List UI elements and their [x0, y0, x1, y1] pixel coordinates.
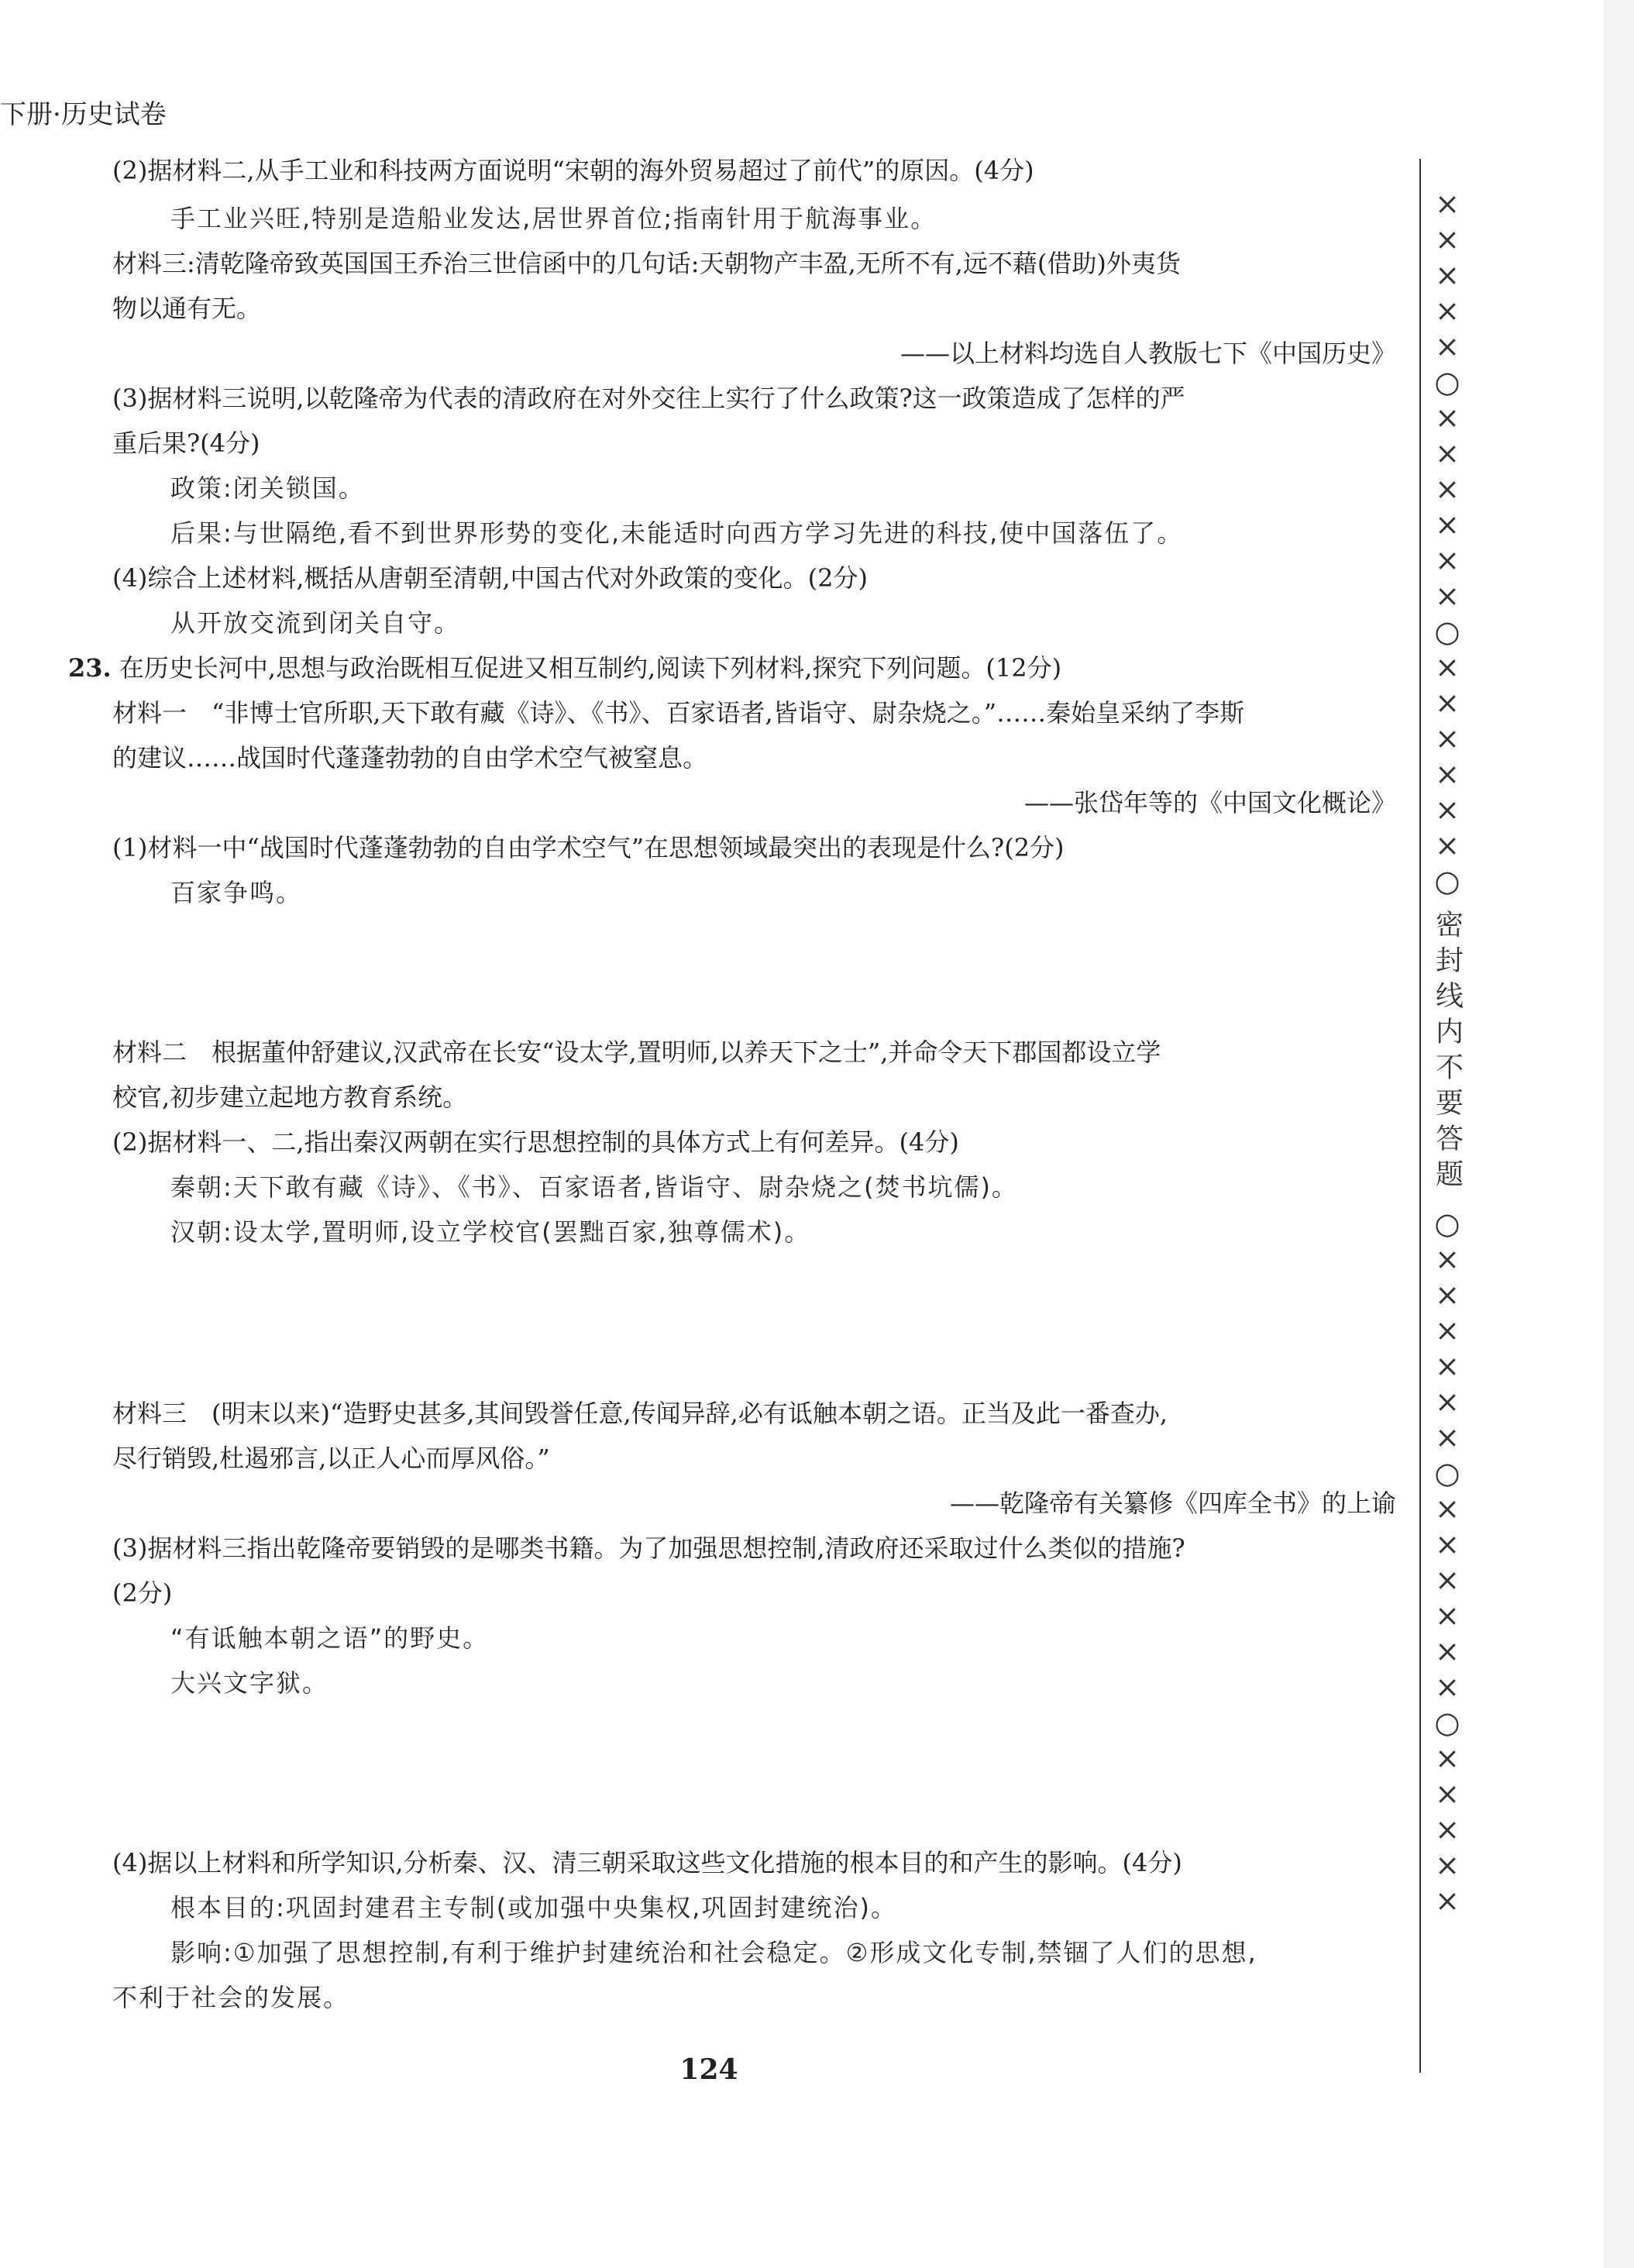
answer-23-4-impact-line-1: 影响:①加强了思想控制,有利于维护封建统治和社会稳定。②形成文化专制,禁锢了人们的思想,: [170, 1938, 1257, 1967]
question-23-number: 23.: [68, 653, 112, 683]
material-2-line-2: 校官,初步建立起地方教育系统。: [112, 1082, 468, 1112]
question-23-heading: [68, 652, 1061, 683]
seal-marks-bottom: ○ × × × × × × ○ × × × × × × ○ × × × × ×: [1434, 1206, 1460, 1918]
material-3-line-2: 物以通有无。: [112, 294, 262, 323]
material-2-line-1: 材料二 根据董仲舒建议,汉武帝在长安“设太学,置明师,以养天下之士”,并命令天下郡国都设立学: [112, 1038, 1161, 1067]
material-1-source: ——张岱年等的《中国文化概论》: [1023, 788, 1396, 817]
question-23-2: (2)据材料一、二,指出秦汉两朝在实行思想控制的具体方式上有何差异。(4分): [112, 1127, 959, 1157]
question-23-3-line-1: (3)据材料三指出乾隆帝要销毁的是哪类书籍。为了加强思想控制,清政府还采取过什么类似的措施?: [112, 1533, 1185, 1563]
answer-22-3-consequence: 后果:与世隔绝,看不到世界形势的变化,未能适时向西方学习先进的科技,使中国落伍了。: [170, 518, 1184, 548]
seal-line: [1419, 159, 1421, 2073]
page-number: 124: [679, 2053, 738, 2086]
question-22-3-line-2: 重后果?(4分): [112, 428, 260, 458]
material-3b-line-2: 尽行销毁,杜遏邪言,以正人心而厚风俗。”: [112, 1444, 550, 1473]
material-3b-line-1: 材料三 (明末以来)“造野史甚多,其间毁誉任意,传闻异辞,必有诋触本朝之语。正当及此一番查办,: [112, 1399, 1168, 1428]
question-22-2: (2)据材料二,从手工业和科技两方面说明“宋朝的海外贸易超过了前代”的原因。(4分): [112, 156, 1034, 185]
seal-marks-top: × × × × × ○ × × × × × × ○ × × × × × × ○: [1434, 187, 1460, 898]
question-23-4: (4)据以上材料和所学知识,分析秦、汉、清三朝采取这些文化措施的根本目的和产生的影响。(4分): [112, 1848, 1182, 1877]
material-1-line-2: 的建议……战国时代蓬蓬勃勃的自由学术空气被窒息。: [112, 743, 708, 773]
answer-23-3-measure: 大兴文字狱。: [170, 1668, 329, 1698]
question-22-4: (4)综合上述材料,概括从唐朝至清朝,中国古代对外政策的变化。(2分): [112, 563, 869, 593]
question-23-3-line-2: (2分): [112, 1578, 173, 1608]
question-22-3-line-1: (3)据材料三说明,以乾隆帝为代表的清政府在对外交往上实行了什么政策?这一政策造成了怎样的严: [112, 384, 1185, 413]
answer-22-3-policy: 政策:闭关锁国。: [170, 473, 365, 503]
answer-23-2-qin: 秦朝:天下敢有藏《诗》、《书》、百家语者,皆诣守、尉杂烧之(焚书坑儒)。: [170, 1172, 1018, 1202]
answer-22-4: 从开放交流到闭关自守。: [170, 608, 461, 638]
answer-23-2-han: 汉朝:设太学,置明师,设立学校官(罢黜百家,独尊儒术)。: [170, 1217, 811, 1247]
answer-23-4-purpose: 根本目的:巩固封建君主专制(或加强中央集权,巩固封建统治)。: [170, 1893, 897, 1922]
question-23-prompt: 在历史长河中,思想与政治既相互促进又相互制约,阅读下列材料,探究下列问题。(12分): [119, 653, 1062, 683]
material-3-line-1: 材料三:清乾隆帝致英国国王乔治三世信函中的几句话:天朝物产丰盈,无所不有,远不藉(借助)外夷货: [112, 249, 1181, 278]
question-23-1: (1)材料一中“战国时代蓬蓬勃勃的自由学术空气”在思想领域最突出的表现是什么?(2分): [112, 833, 1065, 862]
seal-notice: 密封线内不要答题: [1431, 910, 1464, 1195]
page-header: 下册·历史试卷: [0, 99, 167, 130]
answer-23-3-books: “有诋触本朝之语”的野史。: [170, 1623, 490, 1653]
answer-22-2: 手工业兴旺,特别是造船业发达,居世界首位;指南针用于航海事业。: [170, 204, 937, 233]
seal-strip: [1424, 186, 1471, 2038]
material-3b-source: ——乾隆帝有关纂修《四库全书》的上谕: [949, 1488, 1396, 1518]
material-source-22: ——以上材料均选自人教版七下《中国历史》: [900, 339, 1396, 368]
page-edge: [1604, 0, 1634, 2268]
answer-23-1: 百家争鸣。: [170, 878, 303, 907]
material-1-line-1: 材料一 “非博士官所职,天下敢有藏《诗》、《书》、百家语者,皆诣守、尉杂烧之。”……秦始皇采纳了李斯: [112, 698, 1245, 728]
answer-23-4-impact-line-2: 不利于社会的发展。: [112, 1983, 350, 2012]
